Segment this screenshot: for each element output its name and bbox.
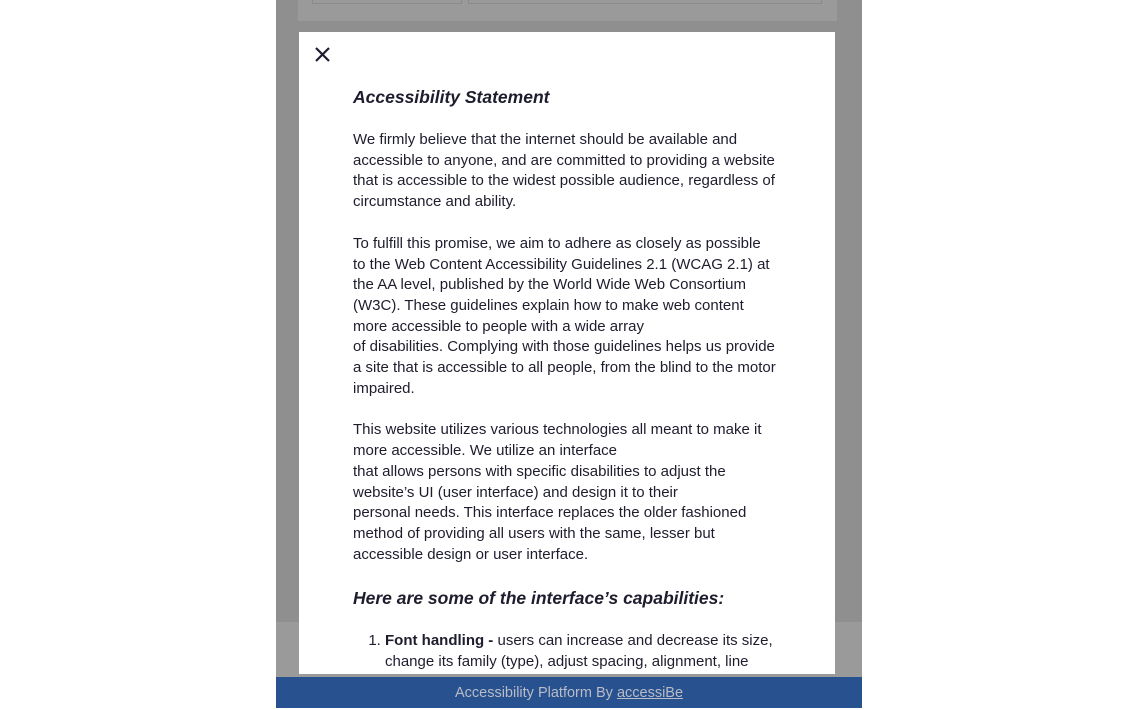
text-line: more accessible to people with a wide array xyxy=(353,317,644,335)
text-line: impaired. xyxy=(353,379,415,397)
text-line: a site that is accessible to all people, from the blind to the motor xyxy=(353,359,776,377)
background-card xyxy=(298,0,837,21)
close-button[interactable] xyxy=(312,44,334,66)
background-field xyxy=(312,0,462,4)
paragraph xyxy=(353,130,793,213)
page-backdrop xyxy=(276,0,862,708)
text-line: accessible to anyone, and are committed to providing a website xyxy=(353,151,775,169)
text-line: website’s UI (user interface) and design it to their xyxy=(353,483,678,501)
capabilities-list xyxy=(353,631,793,672)
text-line: accessible design or user interface. xyxy=(353,545,589,563)
text-line: To fulfill this promise, we aim to adhere as closely as possible xyxy=(353,234,761,252)
footer-text: Accessibility Platform By xyxy=(454,685,617,701)
background-field xyxy=(468,0,822,4)
text-line: to the Web Content Accessibility Guidelines 2.1 (WCAG 2.1) at xyxy=(353,255,770,273)
close-icon xyxy=(312,44,334,66)
text-line: of disabilities. Complying with those guidelines helps us provide xyxy=(353,338,775,356)
text-line: users can increase and decrease its size, xyxy=(497,632,773,650)
paragraph xyxy=(353,420,793,565)
text-line: method of providing all users with the same, lesser but xyxy=(353,524,715,542)
list-item xyxy=(385,631,793,672)
text-line: circumstance and ability. xyxy=(353,193,517,211)
text-line: more accessible. We utilize an interface xyxy=(353,442,618,460)
text-line: the AA level, published by the World Wide Web Consortium xyxy=(353,276,746,294)
accessibility-statement-modal xyxy=(299,32,835,674)
modal-title: Accessibility Statement xyxy=(353,87,550,107)
accessibe-link[interactable]: accessiBe xyxy=(616,685,684,701)
capability-title: Font handling - xyxy=(385,632,498,650)
text-line: We firmly believe that the internet should be available and xyxy=(353,131,738,148)
text-line: change its family (type), adjust spacing, alignment, line xyxy=(385,653,749,671)
modal-content xyxy=(353,86,793,673)
text-line: that is accessible to the widest possible audience, regardless of xyxy=(353,172,775,190)
text-line: that allows persons with specific disabilities to adjust the xyxy=(353,462,726,480)
text-line: (W3C). These guidelines explain how to make web content xyxy=(353,296,744,314)
capabilities-heading: Here are some of the interface’s capabilities: xyxy=(353,588,725,609)
footer xyxy=(276,677,862,708)
paragraph xyxy=(353,234,793,400)
text-line: This website utilizes various technologies all meant to make it xyxy=(353,421,762,439)
text-line: personal needs. This interface replaces the older fashioned xyxy=(353,504,747,522)
